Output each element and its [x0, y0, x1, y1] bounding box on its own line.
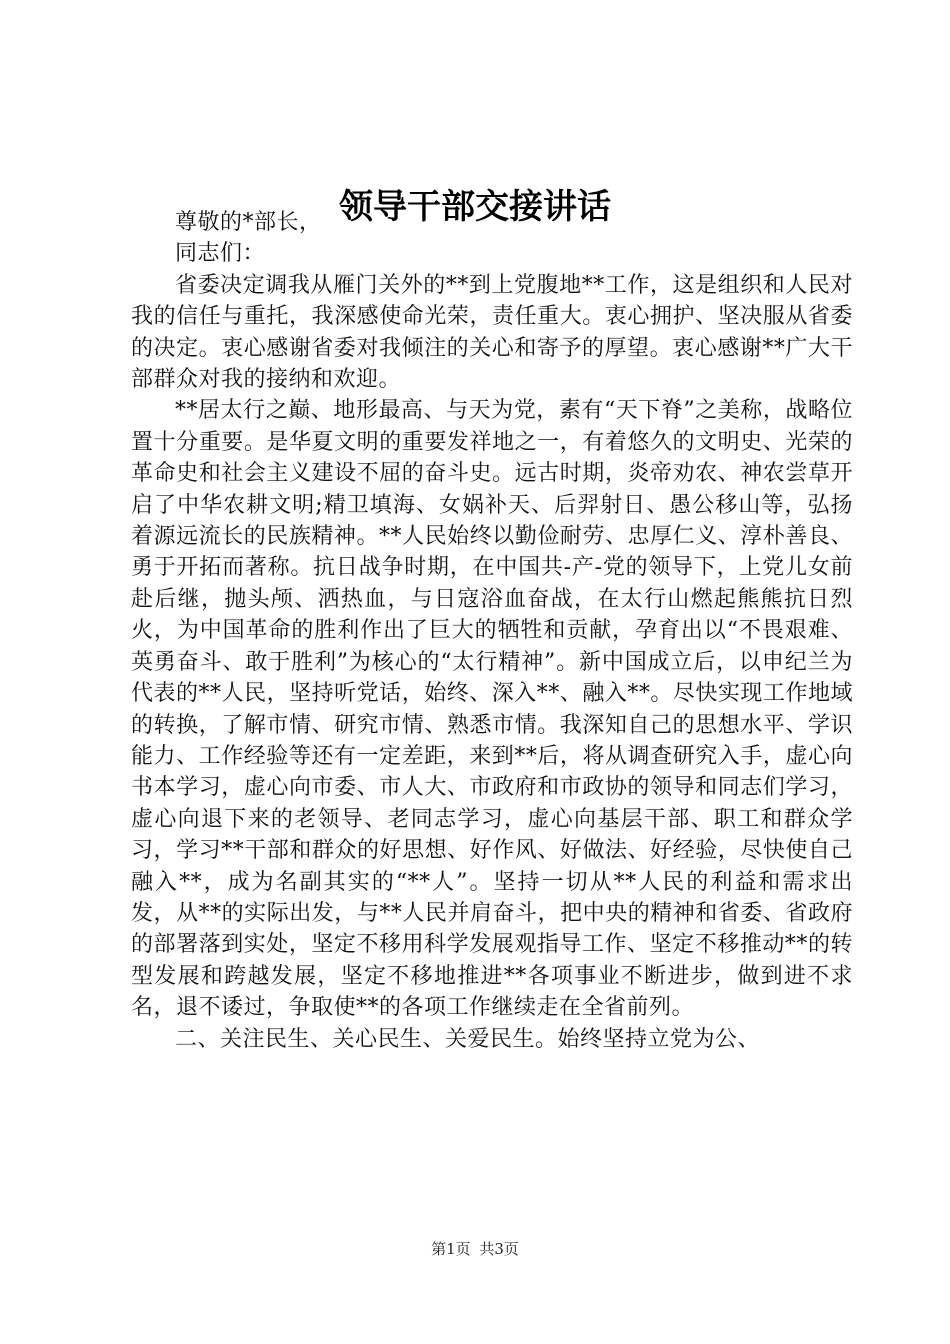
page-number: 第1页 — [431, 1240, 471, 1258]
salutation-paragraph: 尊敬的*部长， — [175, 210, 322, 235]
body-paragraph: 省委决定调我从雁门关外的**到上党腹地**工作，这是组织和人民对我的信任与重托，我深感使命光荣，责任重大。衷心拥护、坚决服从省委的决定。衷心感谢省委对我倾注的关心和寄予的厚望。衷心感谢**广大干部群众对我的接纳和欢迎。 — [131, 272, 853, 393]
body-paragraph: **居太行之巅、地形最高、与天为党，素有“天下脊”之美称，战略位置十分重要。是华夏文明的重要发祥地之一，有着悠久的文明史、光荣的革命史和社会主义建设不屈的奋斗史。远古时期，炎帝劝农、神农尝草开启了中华农耕文明;精卫填海、女娲补天、后羿射日、愚公移山等，弘扬着源远流长的民族精神。**人民始终以勤俭耐劳、忠厚仁义、淳朴善良、勇于开拓而著称。抗日战争时期，在中国共-产-党的领导下，上党儿女前赴后继，抛头颅、洒热血，与日寇浴血奋战，在太行山燃起熊熊抗日烈火，为中国革命的胜利作出了巨大的牺牲和贡献，孕育出以“不畏艰难、英勇奋斗、敢于胜利”为核心的“太行精神”。新中国成立后，以申纪兰为代表的**人民，坚持听党话，始终、深入**、融入**。尽快实现工作地域的转换，了解市情、研究市情、熟悉市情。我深知自己的思想水平、学识能力、工作经验等还有一定差距，来到**后，将从调查研究入手，虚心向书本学习，虚心向市委、市人大、市政府和市政协的领导和同志们学习，虚心向退下来的老领导、老同志学习，虚心向基层干部、职工和群众学习，学习**干部和群众的好思想、好作风、好做法、好经验，尽快使自己融入**，成为名副其实的“**人”。坚持一切从**人民的利益和需求出发，从**的实际出发，与**人民并肩奋斗，把中央的精神和省委、省政府的部署落到实处，坚定不移用科学发展观指导工作、坚定不移推动**的转型发展和跨越发展，坚定不移地推进**各项事业不断进步，做到进不求名，退不诿过，争取使**的各项工作继续走在全省前列。 — [131, 398, 853, 1021]
document-title: 领导干部交接讲话 — [339, 187, 611, 227]
page-total: 共3页 — [479, 1240, 519, 1258]
body-paragraph: 二、关注民生、关心民生、关爱民生。始终坚持立党为公、 — [175, 1026, 761, 1052]
greeting-paragraph: 同志们： — [175, 241, 266, 267]
document-body — [131, 207, 853, 1055]
page-footer — [0, 1238, 950, 1259]
